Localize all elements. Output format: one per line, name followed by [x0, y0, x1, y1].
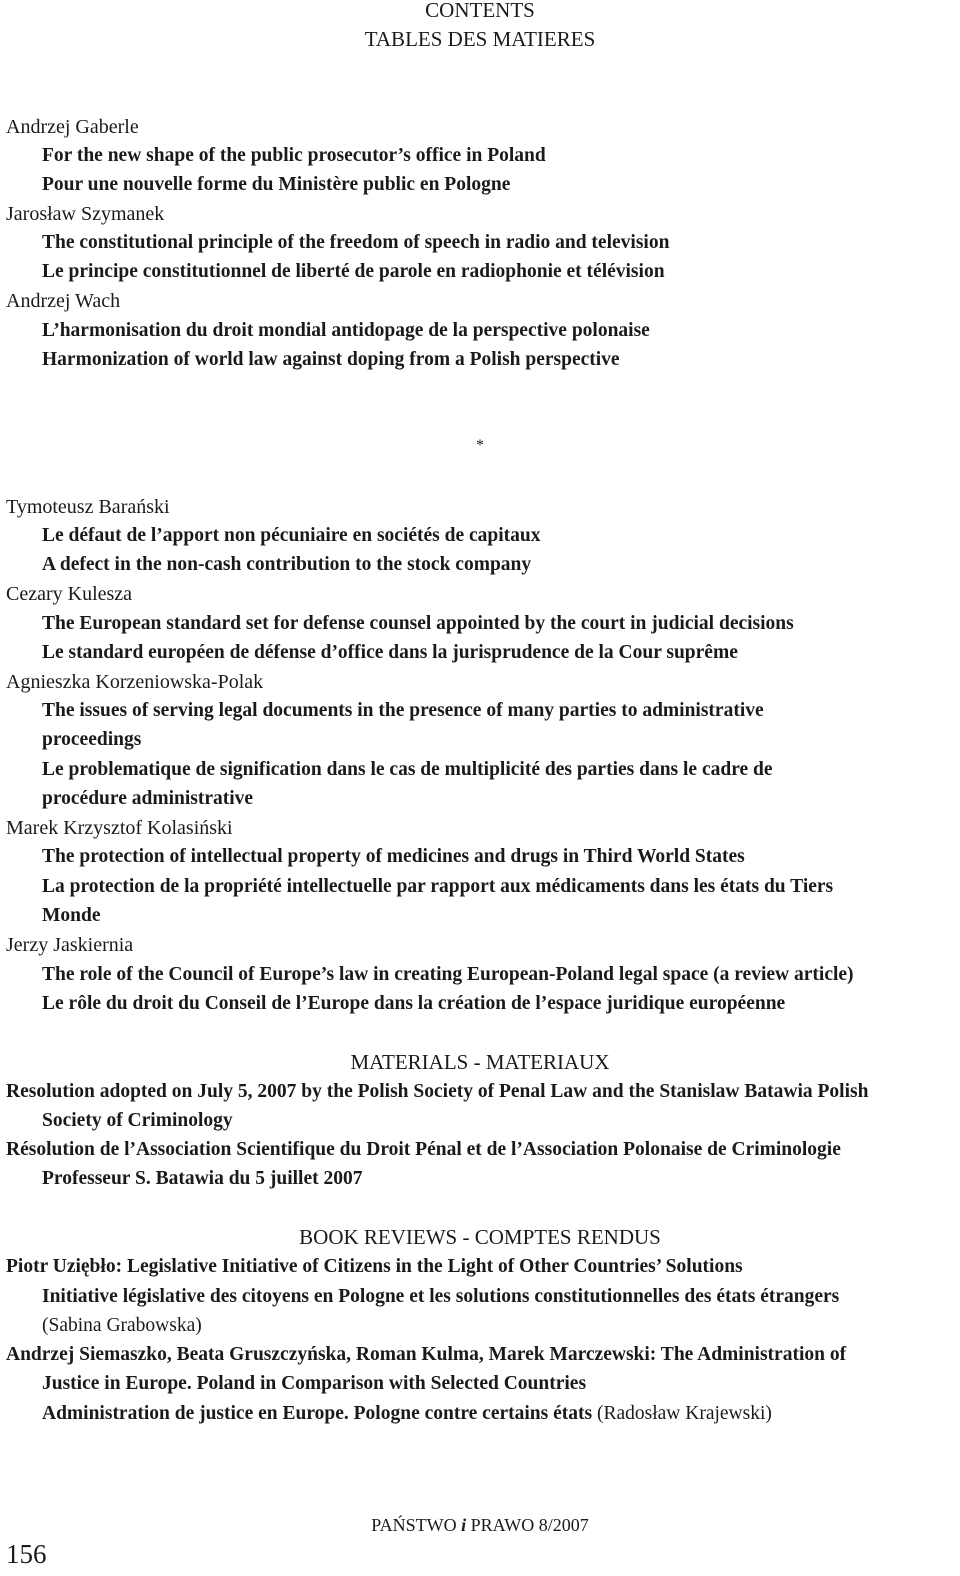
- article-title: proceedings: [42, 729, 142, 750]
- article-title: The issues of serving legal documents in the presence of many parties to administrative: [42, 700, 764, 721]
- article-title: The constitutional principle of the freedom of speech in radio and television: [42, 232, 670, 253]
- article-title: Le défaut de l’apport non pécuniaire en sociétés de capitaux: [42, 525, 541, 546]
- article-title: Le rôle du droit du Conseil de l’Europe dans la création de l’espace juridique européenne: [42, 993, 786, 1014]
- materials-entry: Résolution de l’Association Scientifique du Droit Pénal et de l’Association Polonaise de Criminologie: [6, 1139, 841, 1160]
- reviewer-name: (Radosław Krajewski): [596, 1403, 772, 1424]
- review-entry-text: Administration de justice en Europe. Pologne contre certains états: [42, 1403, 593, 1424]
- journal-name-b: PRAWO 8/2007: [470, 1515, 589, 1535]
- journal-name-a: PAŃSTWO: [371, 1515, 457, 1535]
- article-title: A defect in the non-cash contribution to the stock company: [42, 554, 532, 575]
- author-name: Tymoteusz Barański: [6, 496, 170, 518]
- article-title: L’harmonisation du droit mondial antidopage de la perspective polonaise: [42, 320, 650, 341]
- page-number: 156: [6, 1539, 47, 1569]
- journal-name-i: i: [461, 1515, 467, 1535]
- author-name: Marek Krzysztof Kolasiński: [6, 817, 233, 839]
- tables-heading: TABLES DES MATIERES: [364, 27, 596, 51]
- materials-entry: Society of Criminology: [42, 1110, 233, 1131]
- author-name: Andrzej Wach: [6, 290, 121, 312]
- author-name: Cezary Kulesza: [6, 583, 133, 605]
- article-title: Pour une nouvelle forme du Ministère public en Pologne: [42, 174, 511, 195]
- article-title: The protection of intellectual property of medicines and drugs in Third World States: [42, 846, 745, 867]
- article-title: procédure administrative: [42, 788, 254, 809]
- review-entry: [42, 1404, 772, 1424]
- section-separator: *: [476, 437, 484, 454]
- materials-entry: Professeur S. Batawia du 5 juillet 2007: [42, 1168, 363, 1189]
- materials-heading: MATERIALS - MATERIAUX: [350, 1050, 610, 1074]
- article-title: The European standard set for defense counsel appointed by the court in judicial decisions: [42, 613, 794, 634]
- article-title: Harmonization of world law against doping from a Polish perspective: [42, 349, 620, 370]
- contents-heading: CONTENTS: [425, 0, 535, 22]
- review-entry: Justice in Europe. Poland in Comparison with Selected Countries: [42, 1373, 587, 1394]
- author-name: Agnieszka Korzeniowska-Polak: [6, 671, 264, 693]
- article-title: For the new shape of the public prosecutor’s office in Poland: [42, 145, 546, 166]
- author-name: Andrzej Gaberle: [6, 116, 139, 138]
- author-name: Jarosław Szymanek: [6, 203, 165, 225]
- reviews-heading: BOOK REVIEWS - COMPTES RENDUS: [299, 1225, 661, 1249]
- article-title: La protection de la propriété intellectuelle par rapport aux médicaments dans les états du Tiers: [42, 876, 834, 897]
- reviewer-name: (Sabina Grabowska): [42, 1315, 202, 1336]
- article-title: Le standard européen de défense d’office dans la jurisprudence de la Cour suprême: [42, 642, 738, 663]
- review-entry: Piotr Uziębło: Legislative Initiative of Citizens in the Light of Other Countries’ Solutions: [6, 1256, 743, 1277]
- journal-footer: [0, 1516, 960, 1534]
- article-title: Le problematique de signification dans le cas de multiplicité des parties dans le cadre de: [42, 759, 773, 780]
- article-title: Le principe constitutionnel de liberté de parole en radiophonie et télévision: [42, 261, 665, 282]
- review-entry: Andrzej Siemaszko, Beata Gruszczyńska, Roman Kulma, Marek Marczewski: The Administration of: [6, 1344, 847, 1365]
- author-name: Jerzy Jaskiernia: [6, 934, 134, 956]
- review-entry: Initiative législative des citoyens en Pologne et les solutions constitutionnelles des états étrangers: [42, 1286, 840, 1307]
- article-title: Monde: [42, 905, 101, 926]
- article-title: The role of the Council of Europe’s law in creating European-Poland legal space (a review article): [42, 964, 854, 985]
- materials-entry: Resolution adopted on July 5, 2007 by the Polish Society of Penal Law and the Stanislaw Batawia Polish: [6, 1081, 869, 1102]
